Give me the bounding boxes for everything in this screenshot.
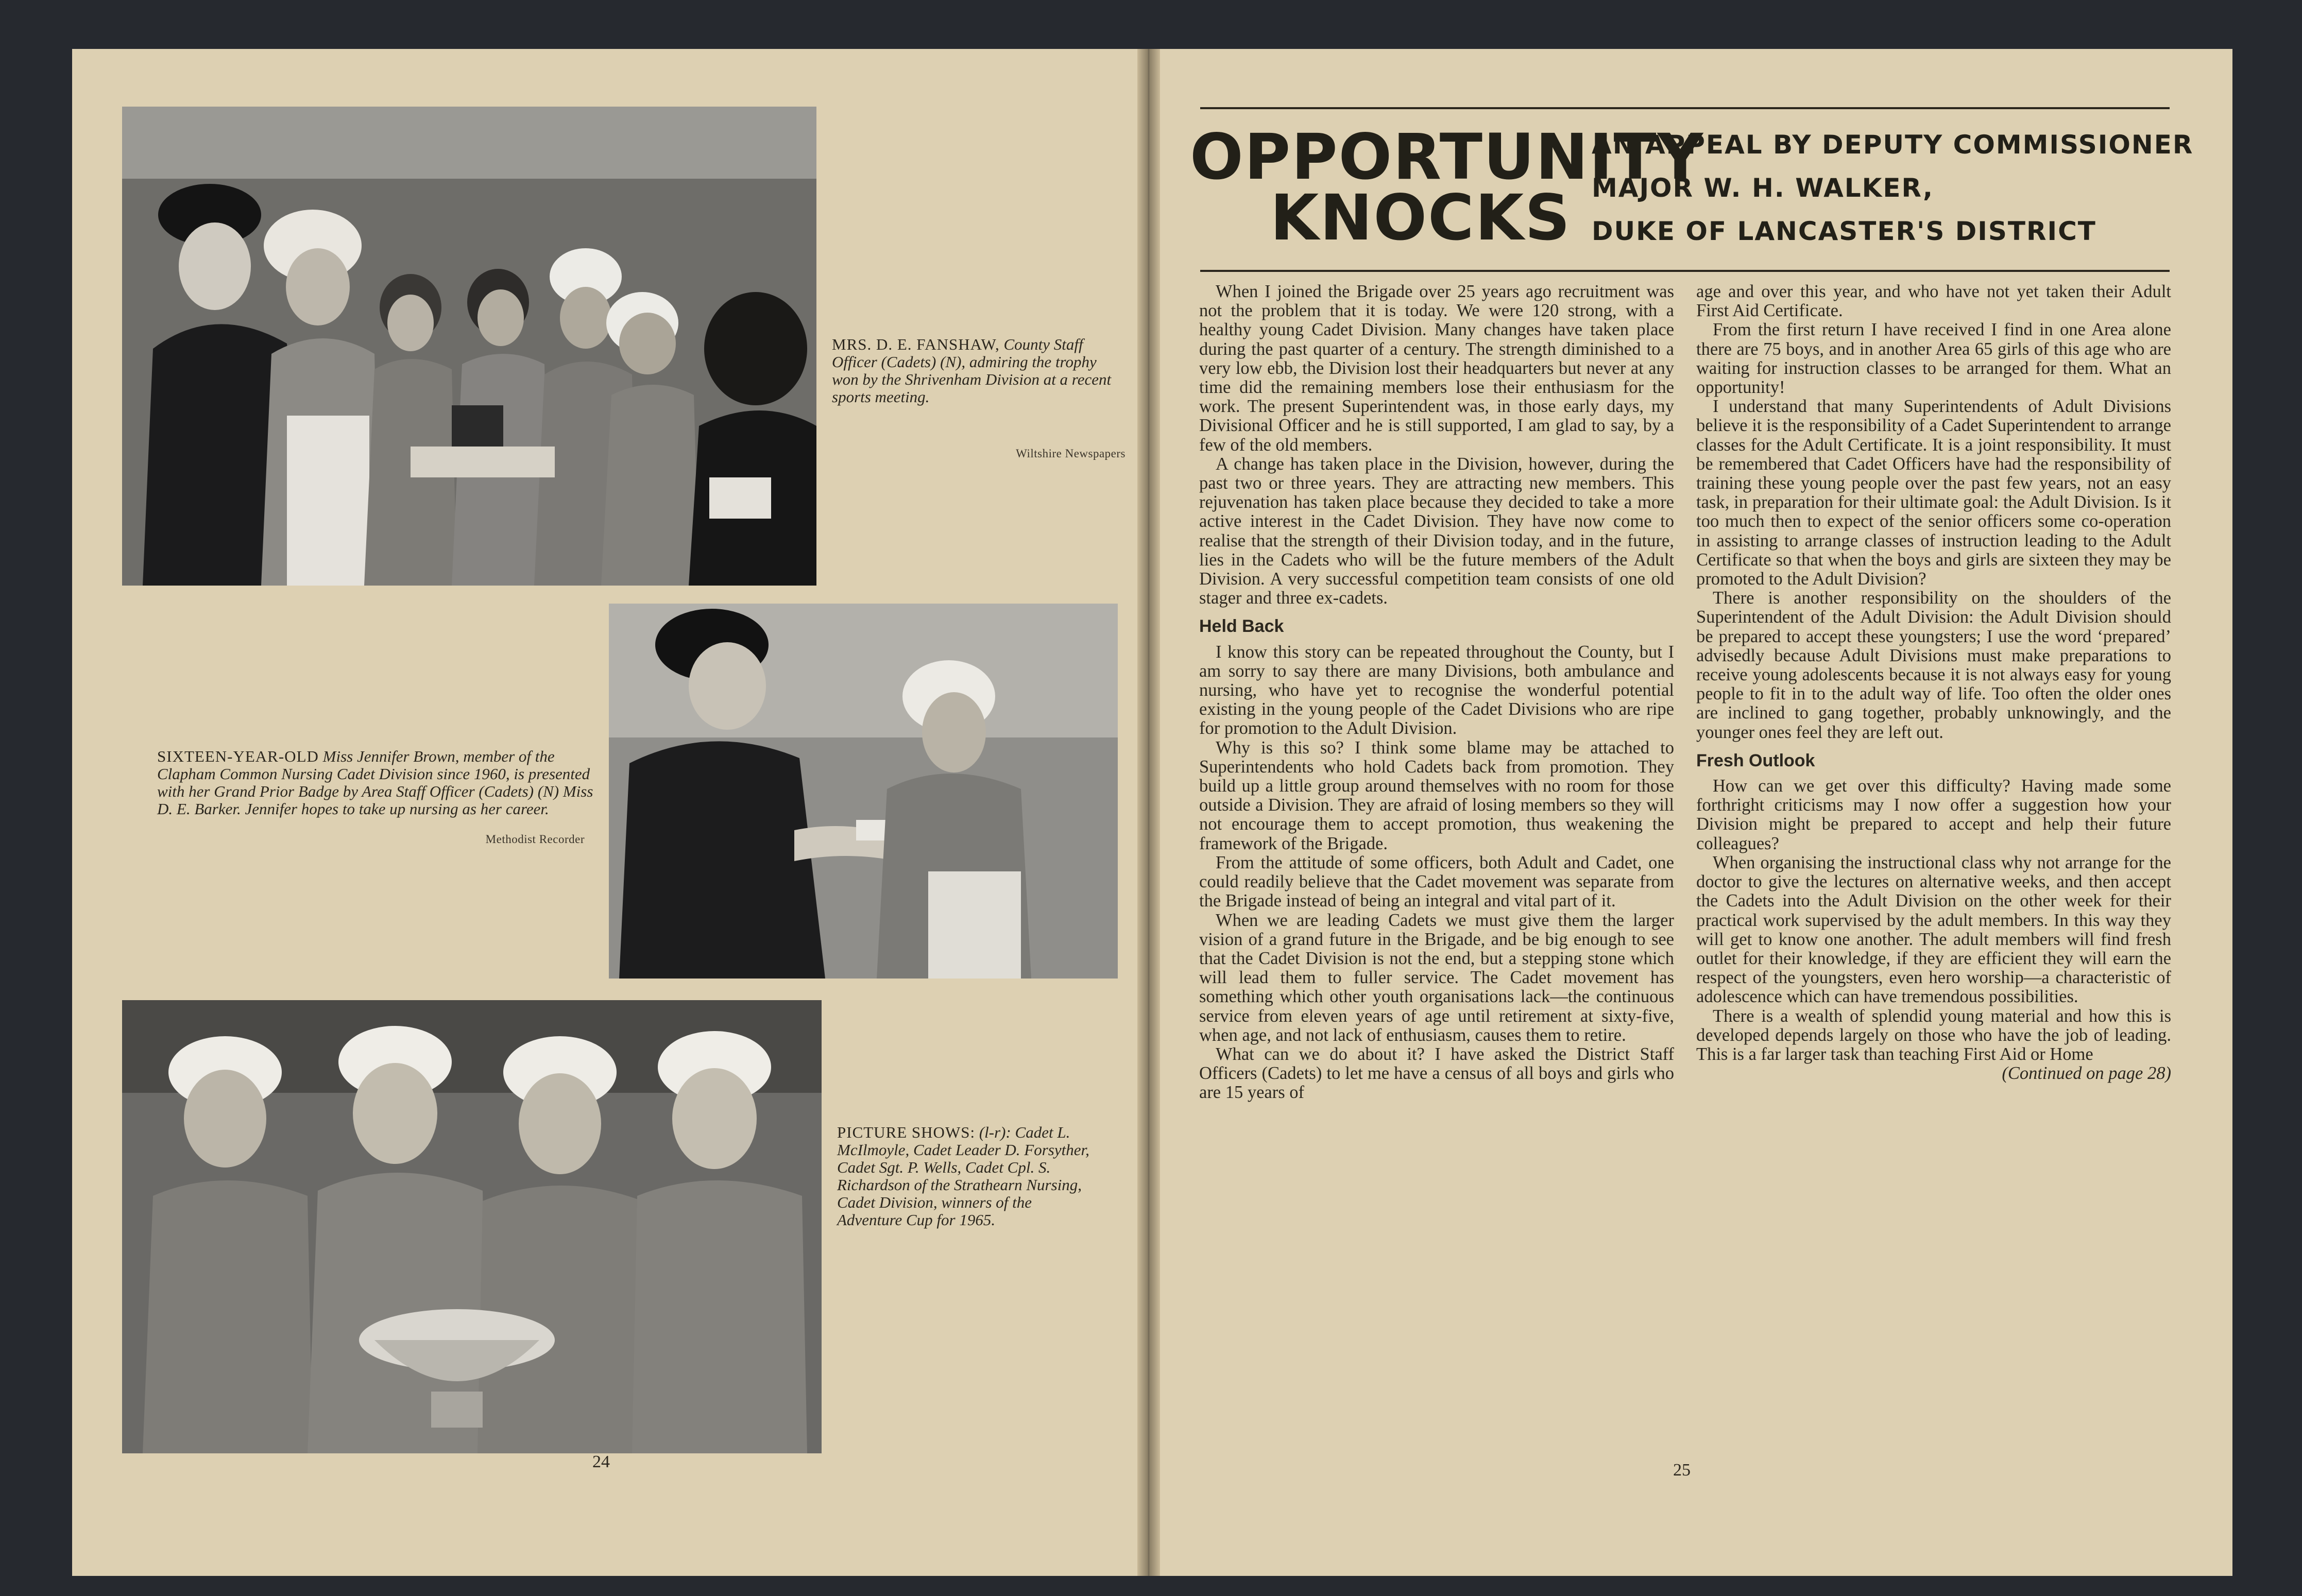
col1-paragraph: When I joined the Brigade over 25 years ago recruitment was not the problem that it is today. We were 120 strong, with a healthy young Cadet Division. Many changes have taken place during the past quarter of a century. The strength diminished to a very low ebb, the Division lost their headquarters but never at any time did the remaining members lose their enthusiasm for the work. The present Superintendent was, in those early days, my Divisional Officer and he is still supported, I am glad to say, by a few of the old members. bbox=[1199, 282, 1674, 455]
page-number-left: 24 bbox=[592, 1452, 610, 1471]
subheading-held-back: Held Back bbox=[1199, 616, 1284, 637]
col2-paragraph: There is a wealth of splendid young material and how this is developed depends largely on those who have the job of leading. This is a far larger task than teaching First Aid or Home bbox=[1696, 1006, 2171, 1064]
col1-paragraph: I know this story can be repeated throughout the County, but I am sorry to say there are many Divisions, both ambulance and nursing, who have yet to recognise the wonderful potential existing in the young people of the Cadet Divisions who are ripe for promotion to the Adult Division. bbox=[1199, 642, 1674, 739]
subheading-fresh-outlook: Fresh Outlook bbox=[1696, 750, 1815, 770]
col2-paragraph: age and over this year, and who have not yet taken their Adult First Aid Certificate. bbox=[1696, 282, 2171, 321]
col1-paragraph: From the attitude of some officers, both Adult and Cadet, one could readily believe that the Cadet movement was separate from the Brigade instead of being an integral and vital part of it. bbox=[1199, 852, 1674, 911]
col2-paragraph: There is another responsibility on the shoulders of the Superintendent of the Adult Division: the Adult Division should be prepared to accept these youngsters; I use the word ‘prepared’ advisedly because Adult Divisions must make preparations to receive young adolescents because it is not always easy for young people to fit in to the adult way of life. Too often the older ones are inclined to gang together, probably unknowingly, and the younger ones feel they are left out. bbox=[1696, 588, 2171, 742]
header-rule-top bbox=[1200, 107, 2170, 109]
col2-paragraph: How can we get over this difficulty? Having made some forthright criticisms may I now offer a suggestion how your Division might be prepared to accept and help their future colleagues? bbox=[1696, 776, 2171, 853]
col1-paragraph: What can we do about it? I have asked the District Staff Officers (Cadets) to let me have a census of all boys and girls who are 15 years of bbox=[1199, 1044, 1674, 1103]
caption-photo2-lead: SIXTEEN-YEAR-OLD bbox=[157, 747, 319, 765]
caption-photo3 bbox=[837, 1124, 1095, 1229]
caption-photo2-text: Miss Jennifer Brown, member of the Clapham Common Nursing Cadet Division since 1960, is presented with her Grand Prior Badge by Area Staff Officer (Cadets) (N) Miss D. E. Barker. Jennifer hopes to take up nursing as her career. bbox=[157, 747, 593, 818]
col2-paragraph: When organising the instructional class why not arrange for the doctor to give the lectures on alternative weeks, and then accept the Cadets into the Adult Division on the other week for their practical work supervised by the adult members. In this way they will get to know one another. The adult members will find fresh outlet for their knowledge, if they are efficient they will earn the respect of the youngsters, even hero worship—a characteristic of adolescence which can have tremendous possibilities. bbox=[1696, 852, 2171, 1007]
headline bbox=[1190, 121, 1704, 254]
col1-paragraph: When we are leading Cadets we must give them the larger vision of a grand future in the Brigade, and be big enough to see that the Cadet Division is not the end, but a stepping stone which will lead them to fuller service. The Cadet movement has something which other youth organisations lack—the continuous service from eleven years of age until retirement at sixty-five, when age, and not lack of enthusiasm, causes them to retire. bbox=[1199, 910, 1674, 1045]
caption-photo1 bbox=[832, 336, 1120, 406]
caption-photo3-text: (l-r): Cadet L. McIlmoyle, Cadet Leader D. Forsyther, Cadet Sgt. P. Wells, Cadet Cpl. S. Richardson of the Strathearn Nursing, Cadet Division, winners of the Adventure Cup for 1965. bbox=[837, 1123, 1089, 1229]
headline-line1: OPPORTUNITY bbox=[1190, 121, 1704, 194]
caption-photo2 bbox=[157, 748, 595, 818]
photo-cadets-trophy bbox=[122, 107, 816, 586]
caption-photo1-text: County Staff Officer (Cadets) (N), admiring the trophy won by the Shrivenham Division at a recent sports meeting. bbox=[832, 335, 1112, 406]
col2-paragraph: From the first return I have received I find in one Area alone there are 75 boys, and in another Area 65 girls of this age who are waiting for instruction classes to be arranged for them. What an opportunity! bbox=[1696, 320, 2171, 398]
photo-badge-presentation bbox=[609, 604, 1118, 979]
article-column-1 bbox=[1199, 282, 1674, 1103]
spine-gutter bbox=[1137, 49, 1160, 1576]
col1-paragraph: A change has taken place in the Division, however, during the past two or three years. They are attracting new members. This rejuvenation has taken place because they decided to take a more active interest in the Cadet Division. They have now come to realise that the strength of their Division today, and in the future, lies in the Cadets who will be the future members of the Adult Division. A very successful competition team consists of one old stager and three ex-cadets. bbox=[1199, 454, 1674, 608]
credit-photo2: Methodist Recorder bbox=[485, 833, 585, 846]
caption-photo3-lead: PICTURE SHOWS: bbox=[837, 1123, 976, 1141]
photo-cadet-team-cup bbox=[122, 1000, 822, 1453]
subhead-line2: MAJOR W. H. WALKER, bbox=[1592, 173, 1934, 203]
subhead-line3: DUKE OF LANCASTER'S DISTRICT bbox=[1592, 216, 2096, 246]
caption-photo1-lead: MRS. D. E. FANSHAW, bbox=[832, 335, 1000, 353]
col2-paragraph: I understand that many Superintendents of Adult Divisions believe it is the responsibility of a Cadet Superintendent to arrange classes for the Adult Certificate. It is a joint responsibility. It must be remembered that Cadet Officers have had the responsibility of training these young people over the past few years, not an easy task, in preparation for their ultimate goal: the Adult Division. Is it too much then to expect of the senior officers some co-operation in assisting to arrange classes of instruction leading to the Adult Certificate so that when the boys and girls are sixteen they may be promoted to the Adult Division? bbox=[1696, 397, 2171, 589]
col1-paragraph: Why is this so? I think some blame may be attached to Superintendents who hold Cadets back from promotion. They build up a little group around themselves with no room for those outside a Division. They are afraid of losing members so they will not encourage them to accept promotion, thus weakening the framework of the Brigade. bbox=[1199, 737, 1674, 853]
credit-photo1: Wiltshire Newspapers bbox=[1016, 447, 1126, 460]
continued-note: (Continued on page 28) bbox=[2002, 1063, 2171, 1084]
subhead-line1: AN APPEAL BY DEPUTY COMMISSIONER bbox=[1592, 130, 2194, 160]
headline-line2: KNOCKS bbox=[1270, 181, 1571, 254]
article-column-2 bbox=[1696, 282, 2171, 1083]
header-rule-bottom bbox=[1200, 270, 2170, 272]
page-number-right: 25 bbox=[1673, 1461, 1691, 1480]
